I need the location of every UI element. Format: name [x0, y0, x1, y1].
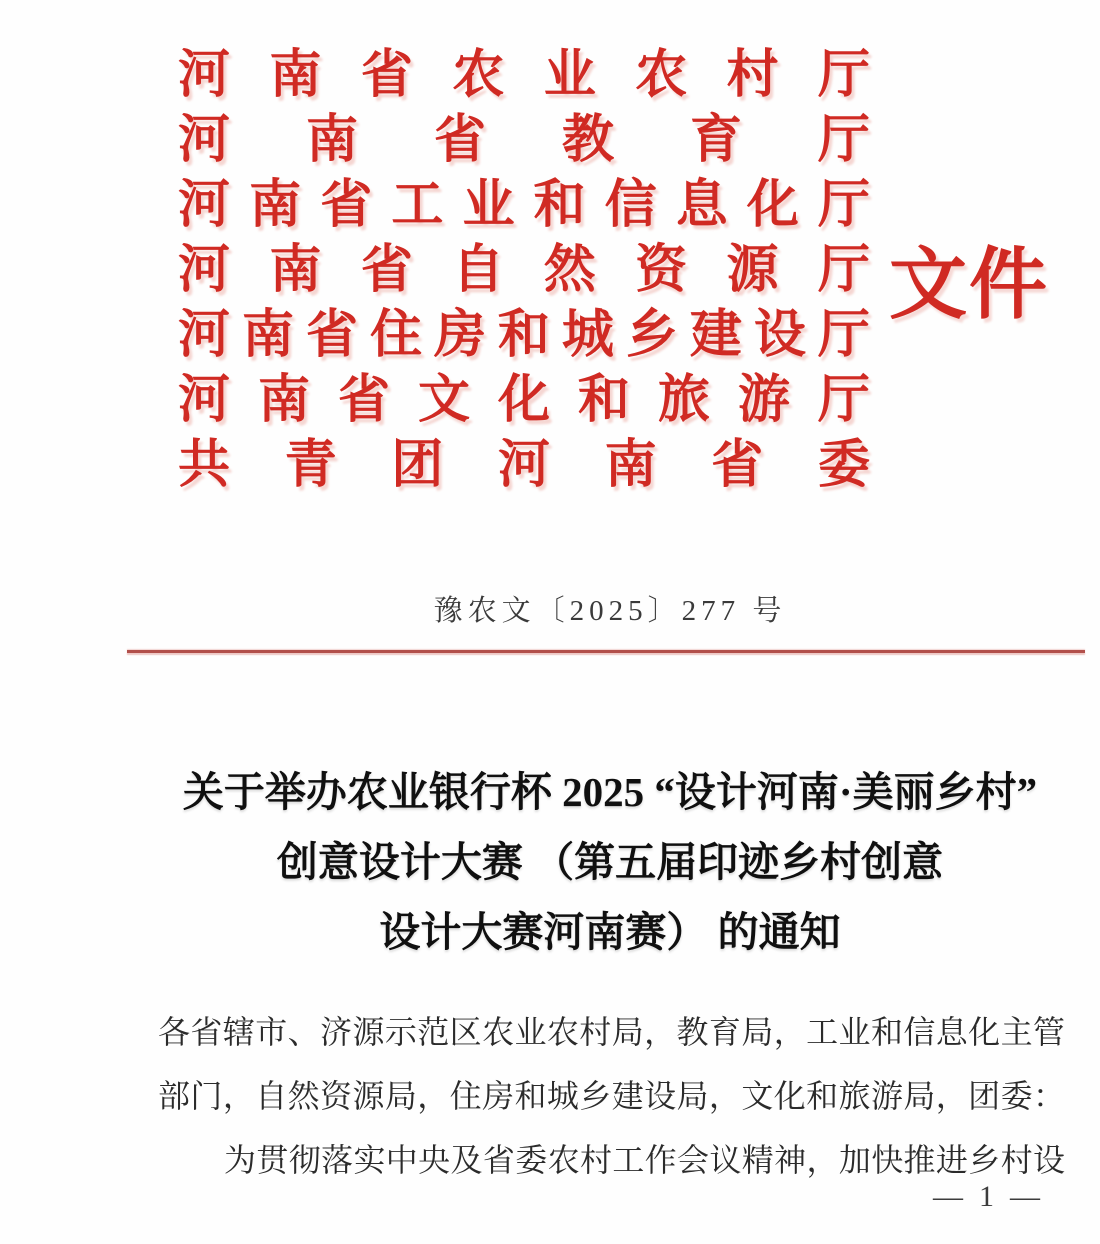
department-name: 河 南 省 住 房 和 城 乡 建 设 厅 [178, 307, 870, 364]
document-number: 豫农文〔2025〕277 号 [433, 595, 787, 627]
body-line-paragraph: 为 贯 彻 落 实 中 央 及 省 委 农 村 工 作 会 议 精 神 ， 加 快 推 进 乡 村 设 [224, 1142, 1065, 1178]
document-label: 文件 [889, 241, 1050, 328]
department-name: 河 南 省 文 化 和 旅 游 厅 [178, 372, 870, 429]
department-name: 河 南 省 工 业 和 信 息 化 厅 [178, 177, 870, 234]
notice-body [158, 998, 1065, 1190]
notice-title [140, 757, 1080, 967]
title-line: 关于举办农业银行杯 2025 “设计河南·美丽乡村” [182, 769, 1038, 815]
page-number-value: 1 [979, 1180, 994, 1213]
department-name: 共 青 团 河 南 省 委 [178, 437, 870, 494]
letterhead-departments [178, 43, 870, 498]
page-number-dash: — [933, 1180, 963, 1213]
red-divider-rule [127, 650, 1085, 653]
title-line: 创意设计大赛 （第五届印迹乡村创意 [276, 839, 944, 885]
body-line-recipients: 部 门 ， 自 然 资 源 局 ， 住 房 和 城 乡 建 设 局 ， 文 化 和 旅 游 局 ， 团 委 ： [158, 1078, 1065, 1114]
department-name: 河 南 省 农 业 农 村 厅 [178, 47, 870, 104]
title-line: 设计大赛河南赛） 的通知 [379, 909, 841, 955]
body-line-recipients: 各 省 辖 市 、 济 源 示 范 区 农 业 农 村 局 ， 教 育 局 ， 工 业 和 信 息 化 主 管 [158, 1014, 1065, 1050]
department-name: 河 南 省 教 育 厅 [178, 112, 870, 169]
department-name: 河 南 省 自 然 资 源 厅 [178, 242, 870, 299]
page-number [933, 1180, 1040, 1214]
page-number-dash: — [1010, 1180, 1040, 1213]
